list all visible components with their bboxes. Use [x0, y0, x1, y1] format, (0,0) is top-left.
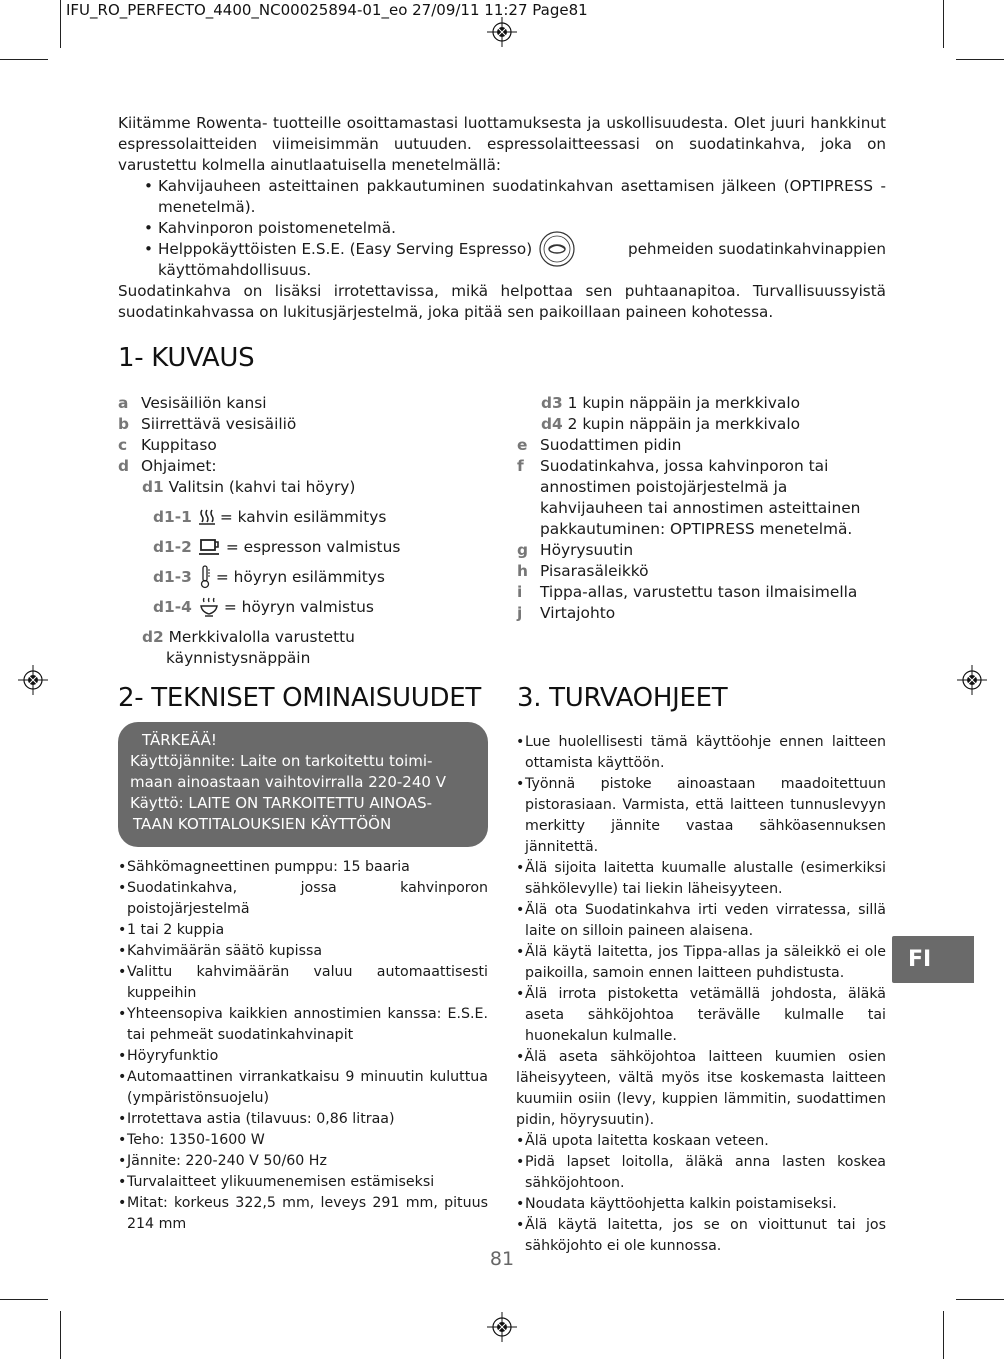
list-item: • Sähkömagneettinen pumppu: 15 baaria: [118, 859, 410, 875]
part-item: a Vesisäiliön kansi: [118, 394, 267, 412]
list-item: • 1 tai 2 kuppia: [118, 922, 225, 938]
intro-text: [118, 113, 886, 323]
part-subitem: d1 Valitsin (kahvi tai höyry): [142, 478, 356, 496]
list-item: • Irrotettava astia (tilavuus: 0,86 litraa): [118, 1111, 395, 1127]
crop-mark: [956, 1299, 1004, 1300]
selector-option: d1-3 = höyryn esilämmitys: [118, 562, 498, 592]
registration-mark-icon: [18, 665, 48, 695]
part-item: b Siirrettävä vesisäiliö: [118, 415, 297, 433]
list-item: • Älä käytä laitetta, jos se on vioittunut tai jos sähköjohto ei ole kunnossa.: [516, 1217, 886, 1254]
safety-list: [516, 732, 886, 1257]
description-right-column: [517, 393, 897, 624]
intro-bullet: • Helppokäyttöisten E.S.E. (Easy Serving Espresso) pehmeiden suodatinkahvinappien käyttömahdollisuus.: [118, 239, 886, 281]
list-item: • Jännite: 220-240 V 50/60 Hz: [118, 1153, 327, 1169]
page-number: 81: [489, 1248, 515, 1270]
list-item: • Valittu kahvimäärän valuu automaattisesti kuppeihin: [118, 964, 488, 1001]
crop-mark: [0, 59, 48, 60]
steam-icon: [198, 596, 220, 618]
intro-paragraph: Kiitämme Rowenta- tuotteille osoittamastasi luottamuksesta ja uskollisuudesta. Olet juuri hankkinut espressolaitteiden viimeisimmän uutuuden. espressolaitteessasi on suodatinkahva, joka on varustettu kolmella ainutlaatuisella menetelmällä:: [118, 114, 886, 174]
intro-paragraph: Suodatinkahva on lisäksi irrotettavissa, mikä helpottaa sen puhtaanapitoa. Turvallisuussyistä suodatinkahvassa on lukitusjärjestelmä, joka pitää sen paikoillaan paineen kohotessa.: [118, 282, 886, 321]
registration-mark-icon: [487, 17, 517, 47]
list-item: • Suodatinkahva, jossa kahvinporon poistojärjestelmä: [118, 880, 488, 917]
section-title: 1- KUVAUS: [118, 343, 255, 373]
intro-bullet: • Kahvinporon poistomenetelmä.: [144, 219, 396, 237]
crop-mark: [943, 1311, 944, 1359]
part-item: i Tippa-allas, varustettu tason ilmaisimella: [517, 583, 858, 601]
list-item: •Älä aseta sähköjohtoa laitteen kuumien osien läheisyyteen, vältä myös itse koskemasta laitteen kuumiin osiin (levy, kuppien lämmitin, suodattimen pidin, höyrysuutin).: [516, 1049, 886, 1128]
list-item: • Teho: 1350-1600 W: [118, 1132, 265, 1148]
section-title: 3. TURVAOHJEET: [517, 683, 728, 713]
list-item: • Noudata käyttöohjetta kalkin poistamiseksi.: [516, 1196, 837, 1212]
list-item: • Älä upota laitetta koskaan veteen.: [516, 1133, 769, 1149]
section-title: 2- TEKNISET OMINAISUUDET: [118, 683, 481, 713]
list-item: • Kahvimäärän säätö kupissa: [118, 943, 323, 959]
specs-list: [118, 857, 488, 1235]
part-subitem: d4 2 kupin näppäin ja merkkivalo: [541, 415, 801, 433]
intro-bullet: • Kahvijauheen asteittainen pakkautuminen suodatinkahvan asettamisen jälkeen (OPTIPRESS - menetelmä).: [144, 177, 886, 216]
part-item: e Suodattimen pidin: [517, 436, 682, 454]
cup-icon: [198, 537, 222, 557]
language-tab: FI: [892, 936, 974, 983]
selector-option: d1-2 = espresson valmistus: [153, 537, 401, 556]
part-item: h Pisarasäleikkö: [517, 562, 649, 580]
crop-mark: [60, 1311, 61, 1359]
list-item: • Lue huolellisesti tämä käyttöohje ennen laitteen ottamista käyttöön.: [516, 734, 886, 771]
selector-option: d1-1 = kahvin esilämmitys: [153, 507, 387, 526]
list-item: • Älä ota Suodatinkahva irti veden virratessa, sillä laite on silloin paineen alaisena.: [516, 902, 886, 939]
description-left-column: a Vesisäiliön kansi b Siirrettävä vesisäiliö c Kuppitaso d Ohjaimet: d1 Valitsin (kahvi tai höyry) d1-1 = kahvin esilämmitys d1-2 = espresson valmistus d1-3 = höyryn esilämmitys d1-4 = höyryn valmistus d2 Merkkivalolla varustettu käynnistysnäppäin: [118, 393, 498, 669]
registration-mark-icon: [957, 665, 987, 695]
part-item: c Kuppitaso: [118, 436, 217, 454]
crop-mark: [0, 1299, 48, 1300]
list-item: • Mitat: korkeus 322,5 mm, leveys 291 mm, pituus 214 mm: [118, 1195, 488, 1232]
part-item: f Suodatinkahva, jossa kahvinporon tai annostimen poistojärjestelmä ja kahvijauheen tai annostimen asteittainen pakkautuminen: OPTIPRESS menetelmä.: [517, 457, 861, 538]
list-item: • Pidä lapset loitolla, äläkä anna lasten koskea sähköjohtoon.: [516, 1154, 886, 1191]
heat-icon: [198, 508, 216, 526]
thermometer-icon: [198, 565, 212, 589]
list-item: • Turvalaitteet ylikuumenemisen estämiseksi: [118, 1174, 435, 1190]
part-subitem: d3 1 kupin näppäin ja merkkivalo: [541, 394, 801, 412]
part-item: g Höyrysuutin: [517, 541, 634, 559]
crop-mark: [943, 0, 944, 48]
registration-mark-icon: [487, 1312, 517, 1342]
list-item: • Automaattinen virrankatkaisu 9 minuutin kuluttua (ympäristönsuojelu): [118, 1069, 488, 1106]
print-slug: IFU_RO_PERFECTO_4400_NC00025894-01_eo 27/09/11 11:27 Page81: [66, 1, 588, 19]
warning-box: TÄRKEÄÄ! Käyttöjännite: Laite on tarkoitettu toimi- maan ainoastaan vaihtovirralla 220-240 V Käyttö: LAITE ON TARKOITETTU AINOAS- TAAN KOTITALOUKSIEN KÄYTTÖÖN: [118, 722, 488, 847]
ese-logo-icon: [538, 230, 576, 268]
part-item: j Virtajohto: [517, 604, 616, 622]
list-item: • Työnnä pistoke ainoastaan maadoitettuun pistorasiaan. Varmista, että laitteen tunnuslevyyn merkitty jännite vastaa sähköasennuksen jännitettä.: [516, 776, 886, 855]
part-item: d Ohjaimet:: [118, 457, 217, 475]
part-subitem: d2 Merkkivalolla varustettu: [142, 628, 355, 646]
list-item: • Höyryfunktio: [118, 1048, 219, 1064]
crop-mark: [956, 59, 1004, 60]
list-item: • Älä käytä laitetta, jos Tippa-allas ja säleikkö ei ole paikoilla, samoin ennen laitteen puhdistusta.: [516, 944, 886, 981]
list-item: • Yhteensopiva kaikkien annostimien kanssa: E.S.E. tai pehmeät suodatinkahvinapit: [118, 1006, 488, 1043]
crop-mark: [60, 0, 61, 48]
list-item: • Älä irrota pistoketta vetämällä johdosta, äläkä aseta sähköjohtoa terävälle kulmalle tai huonekalun kulmalle.: [516, 986, 886, 1044]
selector-option: d1-4 = höyryn valmistus: [118, 592, 498, 622]
list-item: • Älä sijoita laitetta kuumalle alustalle (esimerkiksi sähkölevylle) tai liekin läheisyyteen.: [516, 860, 886, 897]
